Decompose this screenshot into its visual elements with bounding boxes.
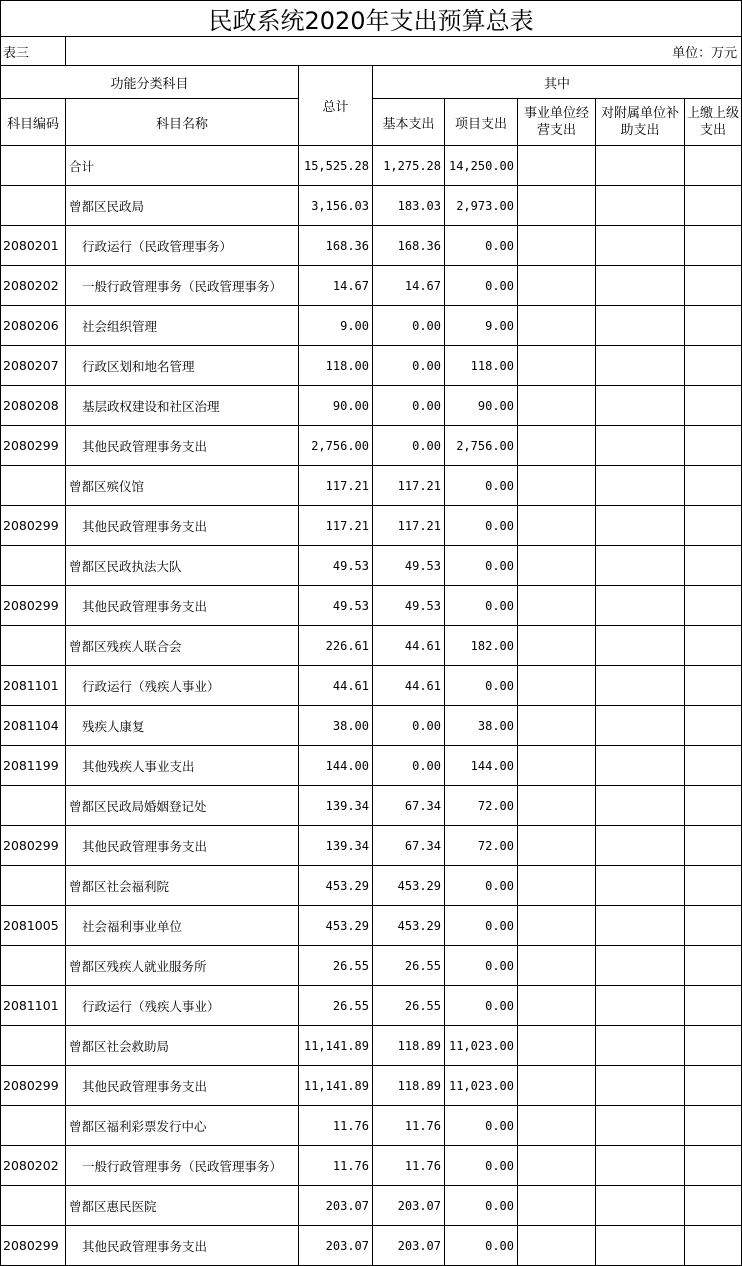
cell-project: 9.00 bbox=[445, 306, 518, 346]
cell-project: 90.00 bbox=[445, 386, 518, 426]
cell-biz-unit bbox=[518, 826, 596, 866]
cell-basic: 0.00 bbox=[373, 306, 445, 346]
cell-subsidy bbox=[596, 946, 685, 986]
cell-code: 2081005 bbox=[1, 906, 66, 946]
cell-basic: 49.53 bbox=[373, 586, 445, 626]
cell-subsidy bbox=[596, 546, 685, 586]
cell-basic: 67.34 bbox=[373, 786, 445, 826]
cell-name: 行政区划和地名管理 bbox=[66, 346, 299, 386]
cell-name: 曾都区民政执法大队 bbox=[66, 546, 299, 586]
cell-subsidy bbox=[596, 746, 685, 786]
cell-subsidy bbox=[596, 346, 685, 386]
cell-basic: 118.89 bbox=[373, 1066, 445, 1106]
cell-code: 2081104 bbox=[1, 706, 66, 746]
cell-remit bbox=[685, 426, 742, 466]
cell-code: 2080299 bbox=[1, 1066, 66, 1106]
cell-name: 曾都区福利彩票发行中心 bbox=[66, 1106, 299, 1146]
header-func-group: 功能分类科目 bbox=[1, 66, 299, 99]
cell-remit bbox=[685, 386, 742, 426]
unit-label: 单位：万元 bbox=[66, 37, 742, 66]
table-row bbox=[1, 1026, 742, 1066]
cell-code bbox=[1, 146, 66, 186]
cell-remit bbox=[685, 226, 742, 266]
cell-project: 72.00 bbox=[445, 826, 518, 866]
cell-biz-unit bbox=[518, 226, 596, 266]
cell-total: 9.00 bbox=[299, 306, 373, 346]
table-row bbox=[1, 1186, 742, 1226]
cell-subsidy bbox=[596, 266, 685, 306]
header-basic: 基本支出 bbox=[373, 99, 445, 146]
table-row bbox=[1, 626, 742, 666]
cell-subsidy bbox=[596, 506, 685, 546]
cell-basic: 183.03 bbox=[373, 186, 445, 226]
cell-name: 其他残疾人事业支出 bbox=[66, 746, 299, 786]
cell-subsidy bbox=[596, 466, 685, 506]
cell-subsidy bbox=[596, 186, 685, 226]
cell-total: 117.21 bbox=[299, 466, 373, 506]
cell-code bbox=[1, 1186, 66, 1226]
table-row bbox=[1, 506, 742, 546]
cell-biz-unit bbox=[518, 706, 596, 746]
cell-name: 曾都区民政局婚姻登记处 bbox=[66, 786, 299, 826]
cell-code: 2080202 bbox=[1, 266, 66, 306]
cell-basic: 26.55 bbox=[373, 986, 445, 1026]
cell-name: 合计 bbox=[66, 146, 299, 186]
cell-remit bbox=[685, 266, 742, 306]
cell-code bbox=[1, 466, 66, 506]
cell-remit bbox=[685, 626, 742, 666]
cell-biz-unit bbox=[518, 506, 596, 546]
cell-code: 2080299 bbox=[1, 826, 66, 866]
cell-code: 2080299 bbox=[1, 506, 66, 546]
cell-basic: 44.61 bbox=[373, 666, 445, 706]
cell-biz-unit bbox=[518, 306, 596, 346]
cell-total: 44.61 bbox=[299, 666, 373, 706]
cell-basic: 453.29 bbox=[373, 906, 445, 946]
cell-name: 基层政权建设和社区治理 bbox=[66, 386, 299, 426]
cell-biz-unit bbox=[518, 186, 596, 226]
cell-total: 26.55 bbox=[299, 946, 373, 986]
cell-name: 其他民政管理事务支出 bbox=[66, 426, 299, 466]
cell-basic: 14.67 bbox=[373, 266, 445, 306]
table-row bbox=[1, 986, 742, 1026]
header-subsidy: 对附属单位补助支出 bbox=[596, 99, 685, 146]
cell-basic: 168.36 bbox=[373, 226, 445, 266]
cell-biz-unit bbox=[518, 906, 596, 946]
cell-basic: 203.07 bbox=[373, 1186, 445, 1226]
cell-remit bbox=[685, 186, 742, 226]
cell-total: 38.00 bbox=[299, 706, 373, 746]
cell-subsidy bbox=[596, 626, 685, 666]
cell-subsidy bbox=[596, 426, 685, 466]
table-row bbox=[1, 226, 742, 266]
cell-biz-unit bbox=[518, 386, 596, 426]
cell-basic: 11.76 bbox=[373, 1146, 445, 1186]
cell-biz-unit bbox=[518, 1106, 596, 1146]
cell-code: 2080208 bbox=[1, 386, 66, 426]
cell-biz-unit bbox=[518, 586, 596, 626]
cell-remit bbox=[685, 986, 742, 1026]
cell-biz-unit bbox=[518, 1146, 596, 1186]
cell-name: 曾都区殡仪馆 bbox=[66, 466, 299, 506]
cell-remit bbox=[685, 826, 742, 866]
cell-basic: 0.00 bbox=[373, 386, 445, 426]
cell-remit bbox=[685, 586, 742, 626]
cell-project: 0.00 bbox=[445, 906, 518, 946]
table-row bbox=[1, 546, 742, 586]
cell-basic: 0.00 bbox=[373, 746, 445, 786]
cell-total: 453.29 bbox=[299, 906, 373, 946]
table-row bbox=[1, 666, 742, 706]
cell-name: 社会组织管理 bbox=[66, 306, 299, 346]
table-row bbox=[1, 866, 742, 906]
cell-project: 0.00 bbox=[445, 1226, 518, 1266]
table-row bbox=[1, 346, 742, 386]
cell-project: 2,973.00 bbox=[445, 186, 518, 226]
cell-code: 2080299 bbox=[1, 1226, 66, 1266]
header-total: 总计 bbox=[299, 66, 373, 146]
cell-project: 118.00 bbox=[445, 346, 518, 386]
cell-project: 11,023.00 bbox=[445, 1026, 518, 1066]
cell-remit bbox=[685, 1106, 742, 1146]
cell-total: 15,525.28 bbox=[299, 146, 373, 186]
cell-project: 144.00 bbox=[445, 746, 518, 786]
cell-remit bbox=[685, 146, 742, 186]
table-row bbox=[1, 746, 742, 786]
cell-remit bbox=[685, 1186, 742, 1226]
cell-basic: 67.34 bbox=[373, 826, 445, 866]
cell-subsidy bbox=[596, 1186, 685, 1226]
cell-biz-unit bbox=[518, 746, 596, 786]
table-row bbox=[1, 906, 742, 946]
cell-remit bbox=[685, 1026, 742, 1066]
cell-project: 0.00 bbox=[445, 506, 518, 546]
cell-total: 49.53 bbox=[299, 586, 373, 626]
page-title: 民政系统2020年支出预算总表 bbox=[1, 1, 742, 37]
cell-project: 0.00 bbox=[445, 666, 518, 706]
cell-total: 168.36 bbox=[299, 226, 373, 266]
cell-subsidy bbox=[596, 1026, 685, 1066]
cell-total: 11,141.89 bbox=[299, 1026, 373, 1066]
cell-total: 3,156.03 bbox=[299, 186, 373, 226]
cell-name: 其他民政管理事务支出 bbox=[66, 586, 299, 626]
table-row bbox=[1, 386, 742, 426]
cell-remit bbox=[685, 786, 742, 826]
cell-biz-unit bbox=[518, 786, 596, 826]
cell-basic: 11.76 bbox=[373, 1106, 445, 1146]
cell-project: 0.00 bbox=[445, 1106, 518, 1146]
cell-biz-unit bbox=[518, 1066, 596, 1106]
cell-project: 0.00 bbox=[445, 586, 518, 626]
header-biz-unit: 事业单位经营支出 bbox=[518, 99, 596, 146]
cell-remit bbox=[685, 906, 742, 946]
table-row bbox=[1, 426, 742, 466]
cell-total: 139.34 bbox=[299, 826, 373, 866]
cell-basic: 1,275.28 bbox=[373, 146, 445, 186]
cell-remit bbox=[685, 1066, 742, 1106]
header-project: 项目支出 bbox=[445, 99, 518, 146]
cell-total: 2,756.00 bbox=[299, 426, 373, 466]
table-row bbox=[1, 586, 742, 626]
cell-project: 0.00 bbox=[445, 546, 518, 586]
cell-basic: 118.89 bbox=[373, 1026, 445, 1066]
cell-basic: 0.00 bbox=[373, 706, 445, 746]
cell-biz-unit bbox=[518, 426, 596, 466]
cell-code: 2081101 bbox=[1, 986, 66, 1026]
cell-project: 0.00 bbox=[445, 986, 518, 1026]
cell-total: 118.00 bbox=[299, 346, 373, 386]
cell-remit bbox=[685, 1146, 742, 1186]
table-row bbox=[1, 1226, 742, 1266]
cell-biz-unit bbox=[518, 466, 596, 506]
cell-total: 203.07 bbox=[299, 1186, 373, 1226]
cell-subsidy bbox=[596, 226, 685, 266]
table-row bbox=[1, 826, 742, 866]
table-row bbox=[1, 786, 742, 826]
cell-project: 0.00 bbox=[445, 266, 518, 306]
cell-name: 行政运行（民政管理事务） bbox=[66, 226, 299, 266]
cell-remit bbox=[685, 546, 742, 586]
cell-biz-unit bbox=[518, 1226, 596, 1266]
cell-code: 2081101 bbox=[1, 666, 66, 706]
header-name: 科目名称 bbox=[66, 99, 299, 146]
table-row bbox=[1, 1146, 742, 1186]
cell-basic: 26.55 bbox=[373, 946, 445, 986]
cell-subsidy bbox=[596, 1066, 685, 1106]
cell-project: 14,250.00 bbox=[445, 146, 518, 186]
cell-biz-unit bbox=[518, 1186, 596, 1226]
cell-code bbox=[1, 786, 66, 826]
cell-name: 社会福利事业单位 bbox=[66, 906, 299, 946]
cell-project: 0.00 bbox=[445, 226, 518, 266]
cell-code bbox=[1, 1106, 66, 1146]
cell-name: 曾都区残疾人联合会 bbox=[66, 626, 299, 666]
table-row bbox=[1, 946, 742, 986]
cell-biz-unit bbox=[518, 546, 596, 586]
cell-total: 11.76 bbox=[299, 1106, 373, 1146]
cell-total: 14.67 bbox=[299, 266, 373, 306]
cell-project: 2,756.00 bbox=[445, 426, 518, 466]
cell-total: 117.21 bbox=[299, 506, 373, 546]
cell-project: 38.00 bbox=[445, 706, 518, 746]
cell-code bbox=[1, 546, 66, 586]
cell-code: 2081199 bbox=[1, 746, 66, 786]
cell-total: 11.76 bbox=[299, 1146, 373, 1186]
cell-total: 203.07 bbox=[299, 1226, 373, 1266]
cell-name: 其他民政管理事务支出 bbox=[66, 506, 299, 546]
cell-name: 其他民政管理事务支出 bbox=[66, 1066, 299, 1106]
cell-code bbox=[1, 1026, 66, 1066]
cell-name: 一般行政管理事务（民政管理事务） bbox=[66, 1146, 299, 1186]
cell-basic: 44.61 bbox=[373, 626, 445, 666]
cell-remit bbox=[685, 506, 742, 546]
table-row bbox=[1, 306, 742, 346]
cell-subsidy bbox=[596, 706, 685, 746]
cell-name: 曾都区民政局 bbox=[66, 186, 299, 226]
cell-remit bbox=[685, 1226, 742, 1266]
cell-biz-unit bbox=[518, 986, 596, 1026]
cell-subsidy bbox=[596, 386, 685, 426]
cell-subsidy bbox=[596, 306, 685, 346]
cell-biz-unit bbox=[518, 946, 596, 986]
cell-biz-unit bbox=[518, 146, 596, 186]
cell-remit bbox=[685, 946, 742, 986]
cell-subsidy bbox=[596, 906, 685, 946]
table-row bbox=[1, 146, 742, 186]
cell-code: 2080201 bbox=[1, 226, 66, 266]
cell-remit bbox=[685, 746, 742, 786]
cell-name: 曾都区社会救助局 bbox=[66, 1026, 299, 1066]
cell-name: 一般行政管理事务（民政管理事务） bbox=[66, 266, 299, 306]
cell-code: 2080202 bbox=[1, 1146, 66, 1186]
cell-biz-unit bbox=[518, 266, 596, 306]
cell-basic: 0.00 bbox=[373, 346, 445, 386]
cell-code bbox=[1, 866, 66, 906]
cell-total: 139.34 bbox=[299, 786, 373, 826]
table-row bbox=[1, 706, 742, 746]
cell-basic: 49.53 bbox=[373, 546, 445, 586]
cell-code: 2080207 bbox=[1, 346, 66, 386]
table-row bbox=[1, 186, 742, 226]
table-label: 表三 bbox=[1, 37, 66, 66]
cell-remit bbox=[685, 706, 742, 746]
cell-subsidy bbox=[596, 586, 685, 626]
cell-subsidy bbox=[596, 866, 685, 906]
cell-name: 行政运行（残疾人事业） bbox=[66, 666, 299, 706]
cell-subsidy bbox=[596, 1226, 685, 1266]
header-among: 其中 bbox=[373, 66, 742, 99]
header-remit: 上缴上级支出 bbox=[685, 99, 742, 146]
cell-subsidy bbox=[596, 146, 685, 186]
table-row bbox=[1, 466, 742, 506]
cell-total: 226.61 bbox=[299, 626, 373, 666]
cell-total: 49.53 bbox=[299, 546, 373, 586]
cell-basic: 453.29 bbox=[373, 866, 445, 906]
cell-code bbox=[1, 626, 66, 666]
cell-total: 11,141.89 bbox=[299, 1066, 373, 1106]
cell-code: 2080299 bbox=[1, 426, 66, 466]
table-row bbox=[1, 1066, 742, 1106]
cell-biz-unit bbox=[518, 866, 596, 906]
table-row bbox=[1, 266, 742, 306]
cell-basic: 0.00 bbox=[373, 426, 445, 466]
cell-name: 曾都区残疾人就业服务所 bbox=[66, 946, 299, 986]
table-row bbox=[1, 1106, 742, 1146]
cell-basic: 117.21 bbox=[373, 466, 445, 506]
cell-code: 2080299 bbox=[1, 586, 66, 626]
cell-name: 其他民政管理事务支出 bbox=[66, 826, 299, 866]
cell-subsidy bbox=[596, 826, 685, 866]
cell-subsidy bbox=[596, 666, 685, 706]
cell-subsidy bbox=[596, 986, 685, 1026]
cell-biz-unit bbox=[518, 626, 596, 666]
cell-name: 行政运行（残疾人事业） bbox=[66, 986, 299, 1026]
cell-project: 0.00 bbox=[445, 1146, 518, 1186]
cell-biz-unit bbox=[518, 666, 596, 706]
cell-name: 曾都区惠民医院 bbox=[66, 1186, 299, 1226]
cell-total: 453.29 bbox=[299, 866, 373, 906]
cell-biz-unit bbox=[518, 346, 596, 386]
cell-total: 90.00 bbox=[299, 386, 373, 426]
cell-remit bbox=[685, 306, 742, 346]
cell-project: 0.00 bbox=[445, 946, 518, 986]
cell-name: 残疾人康复 bbox=[66, 706, 299, 746]
cell-total: 144.00 bbox=[299, 746, 373, 786]
cell-basic: 203.07 bbox=[373, 1226, 445, 1266]
cell-remit bbox=[685, 466, 742, 506]
cell-remit bbox=[685, 346, 742, 386]
cell-biz-unit bbox=[518, 1026, 596, 1066]
cell-project: 72.00 bbox=[445, 786, 518, 826]
cell-project: 0.00 bbox=[445, 866, 518, 906]
cell-remit bbox=[685, 866, 742, 906]
cell-basic: 117.21 bbox=[373, 506, 445, 546]
cell-code bbox=[1, 186, 66, 226]
cell-project: 0.00 bbox=[445, 1186, 518, 1226]
cell-name: 其他民政管理事务支出 bbox=[66, 1226, 299, 1266]
cell-remit bbox=[685, 666, 742, 706]
cell-subsidy bbox=[596, 1106, 685, 1146]
header-code: 科目编码 bbox=[1, 99, 66, 146]
cell-subsidy bbox=[596, 786, 685, 826]
cell-project: 182.00 bbox=[445, 626, 518, 666]
cell-code: 2080206 bbox=[1, 306, 66, 346]
cell-name: 曾都区社会福利院 bbox=[66, 866, 299, 906]
cell-total: 26.55 bbox=[299, 986, 373, 1026]
cell-subsidy bbox=[596, 1146, 685, 1186]
cell-code bbox=[1, 946, 66, 986]
cell-project: 11,023.00 bbox=[445, 1066, 518, 1106]
cell-project: 0.00 bbox=[445, 466, 518, 506]
